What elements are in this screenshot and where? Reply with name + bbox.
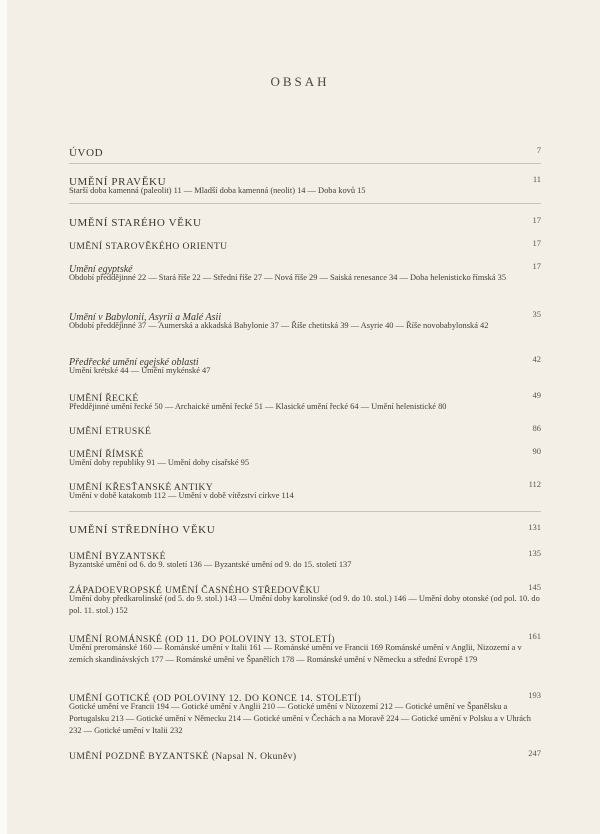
- toc-entry: [69, 143, 541, 159]
- toc-description: Gotické umění ve Francii 194 — Gotické umění v Anglii 210 — Gotické umění v Nizozemí 212 — Gotické umění ve Španělsku a Portugalsku 213 — Gotické umění v Německu 214 — Gotické umění v Čechách a na Moravě 224 — Gotické umění v Polsku a v Uhrách 232 — Gotické umění v Italii 232: [69, 702, 531, 735]
- toc-description: Umění krétské 44 — Umění mykénské 47: [69, 366, 211, 375]
- toc-entry: [69, 388, 541, 413]
- toc-entry: [69, 307, 541, 332]
- divider: [69, 203, 541, 204]
- toc-page-number: 49: [532, 390, 541, 400]
- toc-entry: [69, 477, 541, 502]
- toc-heading: UMĚNÍ ŘECKÉ: [69, 393, 139, 404]
- toc-page-number: 86: [532, 423, 541, 433]
- toc-heading: UMĚNÍ STAROVĚKÉHO ORIENTU: [69, 241, 228, 252]
- toc-page-number: 131: [528, 522, 541, 532]
- toc-page-number: 42: [532, 354, 541, 364]
- toc-entry: [69, 259, 541, 284]
- toc-heading: UMĚNÍ ETRUSKÉ: [69, 426, 152, 437]
- toc-page-number: 17: [532, 261, 541, 271]
- toc-page-number: 90: [532, 446, 541, 456]
- toc-description: Byzantské umění od 6. do 9. století 136 — Byzantské umění od 9. do 15. století 137: [69, 560, 352, 569]
- toc-entry: [69, 172, 541, 197]
- toc-entry: [69, 688, 541, 736]
- toc-heading: UMĚNÍ STARÉHO VĚKU: [69, 217, 202, 229]
- toc-description: Umění v době katakomb 112 — Umění v době vítězství církve 114: [69, 491, 294, 500]
- toc-page-number: 247: [528, 748, 541, 758]
- toc-entry: [69, 520, 541, 536]
- toc-heading: UMĚNÍ PRAVĚKU: [69, 176, 167, 188]
- toc-page-number: 17: [532, 215, 541, 225]
- toc-heading: Předřecké umění egejské oblasti: [69, 357, 199, 368]
- toc-description: Umění prerománské 160 — Románské umění v Italii 161 — Románské umění ve Francii 169 Románské umění v Anglii, Nizozemí a v zemích skandinávských 177 — Románské umění ve Španělích 178 — Románské umění v Německu a střední Evropě 179: [69, 643, 522, 664]
- toc-heading: ZÁPADOEVROPSKÉ UMĚNÍ ČASNÉHO STŘEDOVĚKU: [69, 585, 321, 596]
- toc-heading: UMĚNÍ ROMÁNSKÉ (OD 11. DO POLOVINY 13. STOLETÍ): [69, 634, 336, 645]
- toc-entry: [69, 546, 541, 571]
- toc-heading: UMĚNÍ GOTICKÉ (OD POLOVINY 12. DO KONCE 14. STOLETÍ): [69, 693, 362, 704]
- toc-entry: [69, 352, 541, 377]
- toc-heading: UMĚNÍ KŘESŤANSKÉ ANTIKY: [69, 482, 214, 493]
- page-edge: [0, 0, 7, 834]
- toc-entry: [69, 236, 541, 252]
- toc-entry: [69, 444, 541, 469]
- toc-page-number: 7: [536, 145, 541, 155]
- toc-entry: [69, 629, 541, 666]
- toc-description: Období předdějinné 37 — Aumerská a akkadská Babylonie 37 — Říše chetitská 39 — Asyrie 40 — Říše novobabylonská 42: [69, 321, 489, 330]
- toc-description: Období předdějinné 22 — Stará říše 22 — Střední říše 27 — Nová říše 29 — Saiská renesance 34 — Doba helenisticko římská 35: [69, 273, 507, 282]
- toc-entry: [69, 421, 541, 437]
- toc-entry: [69, 746, 541, 762]
- toc-heading: Umění egyptské: [69, 264, 133, 275]
- toc-description: Umění doby předkarolinské (od 5. do 9. stol.) 143 — Umění doby karolinské (od 9. do 10. stol.) 146 — Umění doby otonské (od pol. 10. do pol. 11. stol.) 152: [69, 594, 540, 615]
- divider: [69, 511, 541, 512]
- toc-heading: ÚVOD: [69, 147, 104, 159]
- toc-heading: UMĚNÍ ŘÍMSKÉ: [69, 449, 144, 460]
- toc-description: Předdějinné umění řecké 50 — Archaické umění řecké 51 — Klasické umění řecké 64 — Umění helenistické 80: [69, 402, 447, 411]
- toc-heading: UMĚNÍ STŘEDNÍHO VĚKU: [69, 524, 216, 536]
- toc-heading: Umění v Babylonii, Asyrii a Malé Asii: [69, 312, 222, 323]
- toc-entry: [69, 213, 541, 229]
- toc-description: Starší doba kamenná (paleolit) 11 — Mladší doba kamenná (neolit) 14 — Doba kovů 15: [69, 186, 366, 195]
- toc-page-number: 17: [532, 238, 541, 248]
- toc-description: Umění doby republiky 91 — Umění doby císařské 95: [69, 458, 250, 467]
- toc-page-number: 11: [532, 174, 541, 184]
- toc-heading: UMĚNÍ POZDNĚ BYZANTSKÉ (Napsal N. Okuněv): [69, 751, 297, 762]
- toc-page-number: 193: [528, 690, 541, 700]
- toc-page-number: 135: [528, 548, 541, 558]
- toc-entry: [69, 580, 541, 617]
- toc-page-number: 35: [532, 309, 541, 319]
- divider: [69, 163, 541, 164]
- toc-heading: UMĚNÍ BYZANTSKÉ: [69, 551, 166, 562]
- toc-page-number: 112: [528, 479, 541, 489]
- page-title: OBSAH: [270, 74, 330, 89]
- toc-page-number: 161: [528, 631, 541, 641]
- toc-page-number: 145: [528, 582, 541, 592]
